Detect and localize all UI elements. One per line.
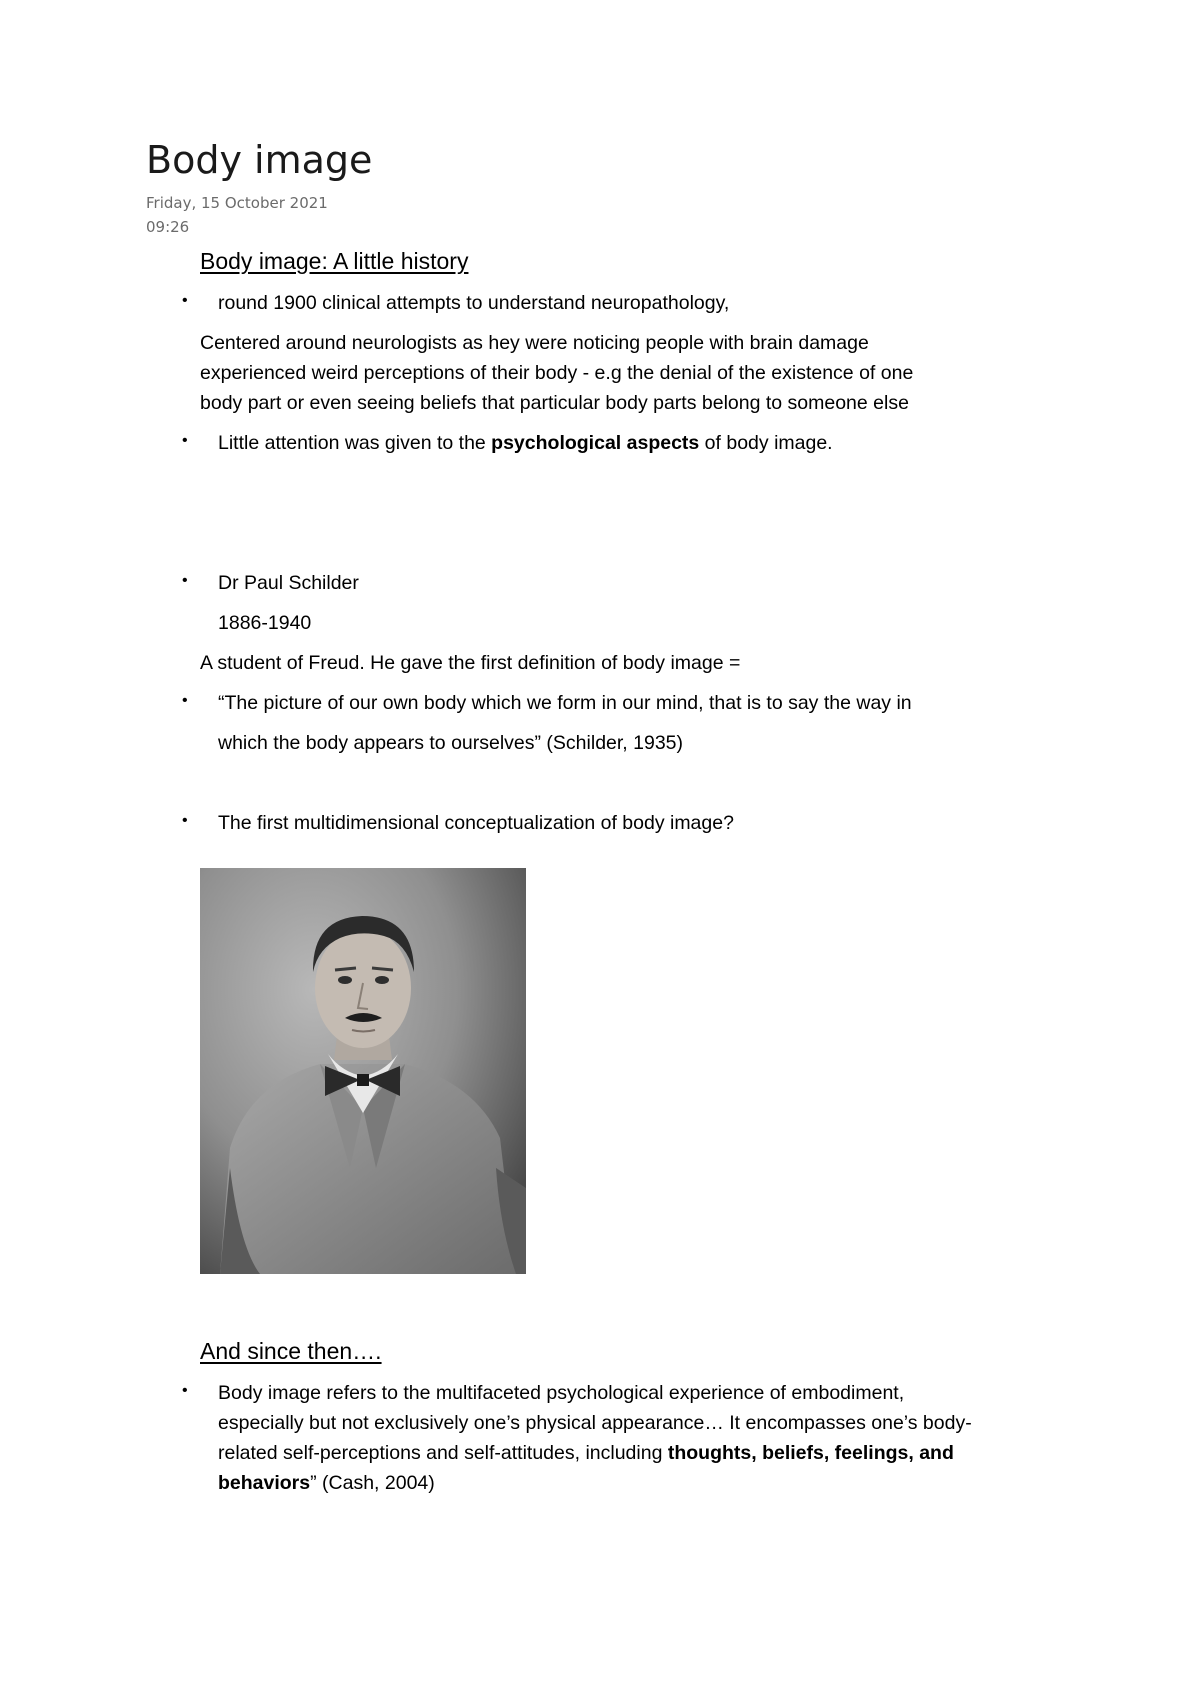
definition-line: related self-perceptions and self-attitudes, including thoughts, beliefs, feelings, and [218,1442,954,1464]
bold-phrase: psychological aspects [491,432,700,454]
bullet-text-multidimensional: The first multidimensional conceptualization of body image? [218,812,734,834]
quote-line: which the body appears to ourselves” (Schilder, 1935) [218,732,684,754]
bullet-marker: • [182,292,188,309]
bullet-marker: • [182,1382,188,1399]
bullet-marker: • [182,812,188,829]
paragraph-line: body part or even seeing beliefs that particular body parts belong to someone else [200,392,909,414]
bullet-marker: • [182,692,188,709]
section-heading-history: Body image: A little history [200,248,469,274]
bullet-text-neuropathology: round 1900 clinical attempts to understand neuropathology, [218,292,730,314]
portrait-illustration [200,868,526,1274]
bold-phrase: thoughts, beliefs, feelings, and [667,1442,954,1464]
section-heading-since-then: And since then…. [200,1338,382,1364]
bold-phrase: behaviors [218,1472,311,1494]
bullet-marker: • [182,572,188,589]
paragraph-line: experienced weird perceptions of their body - e.g the denial of the existence of one [200,362,914,384]
quote-line: “The picture of our own body which we form in our mind, that is to say the way in [218,692,912,714]
portrait-photo [200,868,526,1274]
definition-line: especially but not exclusively one’s physical appearance… It encompasses one’s body- [218,1412,972,1434]
page-title: Body image [146,138,373,182]
paragraph-line: Centered around neurologists as hey were noticing people with brain damage [200,332,869,354]
definition-line: Body image refers to the multifaceted psychological experience of embodiment, [218,1382,905,1404]
bullet-text-schilder: Dr Paul Schilder [218,572,359,594]
schilder-years: 1886-1940 [218,612,312,634]
schilder-description: A student of Freud. He gave the first definition of body image = [200,652,741,674]
note-time: 09:26 [146,218,190,236]
definition-line: behaviors” (Cash, 2004) [218,1472,435,1494]
bullet-marker: • [182,432,188,449]
bullet-text-little-attention: Little attention was given to the psychological aspects of body image. [218,432,833,454]
note-date: Friday, 15 October 2021 [146,194,328,212]
